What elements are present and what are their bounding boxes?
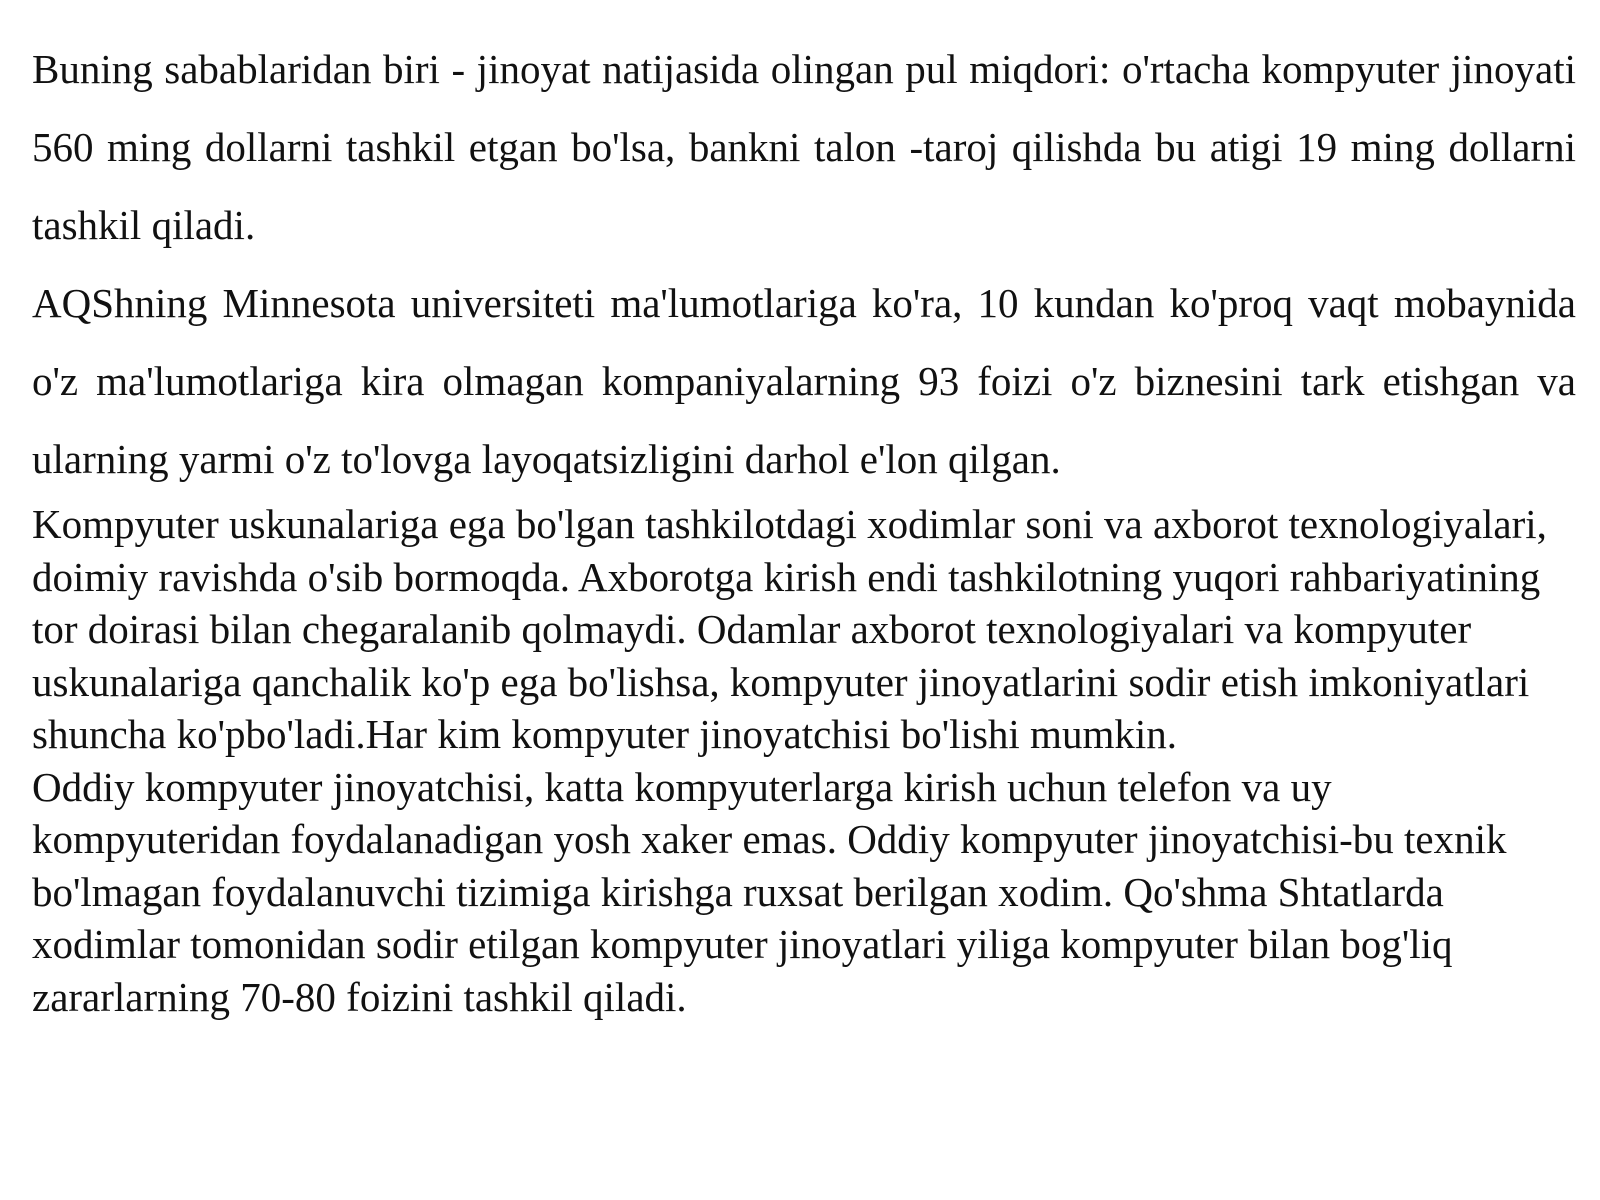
paragraph-1: Buning sabablaridan biri - jinoyat natijasida olingan pul miqdori: o'rtacha kompyuter jinoyati 560 ming dollarni tashkil etgan bo'lsa, bankni talon -taroj qilishda bu atigi 19 ming dollarni tashkil qiladi. xyxy=(32,46,1576,248)
document-body xyxy=(32,30,1576,1023)
paragraph-4: Oddiy kompyuter jinoyatchisi, katta kompyuterlarga kirish uchun telefon va uy kompyuteridan foydalanadigan yosh xaker emas. Oddiy kompyuter jinoyatchisi-bu texnik bo'lmagan foydalanuvchi tizimiga kirishga ruxsat berilgan xodim. Qo'shma Shtatlarda xodimlar tomonidan sodir etilgan kompyuter jinoyatlari yiliga kompyuter bilan bog'liq zararlarning 70-80 foizini tashkil qiladi. xyxy=(32,763,1507,1020)
paragraph-2: AQShning Minnesota universiteti ma'lumotlariga ko'ra, 10 kundan ko'proq vaqt mobaynida o'z ma'lumotlariga kira olmagan kompaniyalarning 93 foizi o'z biznesini tark etishgan va ularning yarmi o'z to'lovga layoqatsizligini darhol e'lon qilgan. xyxy=(32,280,1576,482)
paragraph-3: Kompyuter uskunalariga ega bo'lgan tashkilotdagi xodimlar soni va axborot texnologiyalari, doimiy ravishda o'sib bormoqda. Axborotga kirish endi tashkilotning yuqori rahbariyatining tor doirasi bilan chegaralanib qolmaydi. Odamlar axborot texnologiyalari va kompyuter uskunalariga qanchalik ko'p ega bo'lishsa, kompyuter jinoyatlarini sodir etish imkoniyatlari shuncha ko'pbo'ladi.Har kim kompyuter jinoyatchisi bo'lishi mumkin. xyxy=(32,501,1547,757)
